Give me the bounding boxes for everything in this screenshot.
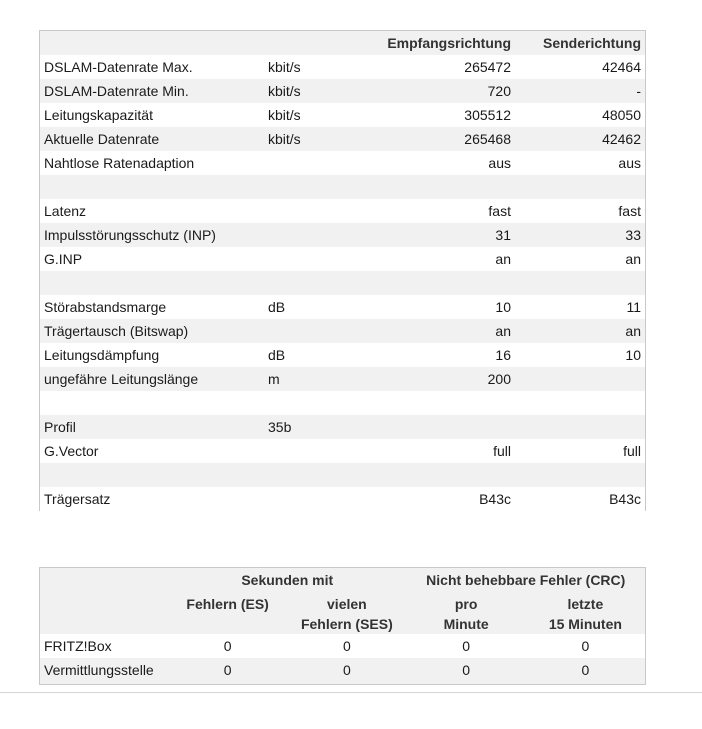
- es-value: 0: [168, 658, 287, 682]
- row-unit: kbit/s: [264, 79, 352, 103]
- table-row: [40, 487, 645, 511]
- row-name: Impulsstörungsschutz (INP): [40, 223, 264, 247]
- error-group-header: [40, 568, 645, 592]
- row-unit: m: [264, 367, 352, 391]
- row-name: Trägersatz: [40, 487, 264, 511]
- row-downstream-value: aus: [352, 151, 515, 175]
- row-upstream-value: 33: [515, 223, 645, 247]
- row-upstream-value: full: [515, 439, 645, 463]
- row-upstream-value: an: [515, 247, 645, 271]
- es-header: [168, 592, 287, 634]
- row-downstream-value: 31: [352, 223, 515, 247]
- row-upstream-value: B43c: [515, 487, 645, 511]
- header-unit: [264, 31, 352, 55]
- row-downstream-value: 265472: [352, 55, 515, 79]
- es-value: 0: [168, 634, 287, 658]
- error-column-header: [40, 592, 645, 634]
- table-row: [40, 367, 645, 391]
- crc-per-minute-line1: pro: [454, 596, 478, 612]
- row-upstream-value: an: [515, 319, 645, 343]
- table-row: [40, 343, 645, 367]
- row-name: DSLAM-Datenrate Max.: [40, 55, 264, 79]
- row-upstream-value: 48050: [515, 103, 645, 127]
- row-upstream-value: [515, 271, 645, 295]
- row-name: [40, 271, 264, 295]
- crc-per-minute-line2: Minute: [443, 616, 489, 632]
- ses-value: 0: [287, 634, 406, 658]
- dsl-table-header: [40, 31, 645, 55]
- table-row: [40, 439, 645, 463]
- table-row: [40, 415, 645, 439]
- row-name: DSLAM-Datenrate Min.: [40, 79, 264, 103]
- crc-last15-value: 0: [526, 634, 645, 658]
- error-row-label: FRITZ!Box: [40, 634, 168, 658]
- ses-header-line1: vielen: [327, 596, 367, 612]
- row-name: Leitungsdämpfung: [40, 343, 264, 367]
- crc-last15-header: [526, 592, 645, 634]
- row-downstream-value: 16: [352, 343, 515, 367]
- row-name: Profil: [40, 415, 264, 439]
- crc-per-minute-value: 0: [407, 634, 526, 658]
- crc-last15-line2: 15 Minuten: [548, 616, 622, 632]
- row-name: Störabstandsmarge: [40, 295, 264, 319]
- row-downstream-value: an: [352, 319, 515, 343]
- row-name: Leitungskapazität: [40, 103, 264, 127]
- row-downstream-value: 720: [352, 79, 515, 103]
- ses-value: 0: [287, 658, 406, 682]
- crc-group-header: Nicht behebbare Fehler (CRC): [407, 568, 646, 592]
- row-unit: [264, 175, 352, 199]
- error-statistics-table: [39, 567, 646, 685]
- table-row: [40, 658, 645, 682]
- row-upstream-value: 42464: [515, 55, 645, 79]
- row-downstream-value: 265468: [352, 127, 515, 151]
- ses-header-line2: Fehlern (SES): [300, 616, 393, 632]
- row-name: [40, 391, 264, 415]
- row-downstream-value: 200: [352, 367, 515, 391]
- row-downstream-value: an: [352, 247, 515, 271]
- row-upstream-value: [515, 463, 645, 487]
- table-row: [40, 151, 645, 175]
- row-upstream-value: [515, 367, 645, 391]
- row-upstream-value: [515, 175, 645, 199]
- row-name: [40, 175, 264, 199]
- row-downstream-value: full: [352, 439, 515, 463]
- row-upstream-value: 42462: [515, 127, 645, 151]
- crc-per-minute-value: 0: [407, 658, 526, 682]
- table-row: [40, 463, 645, 487]
- row-unit: [264, 271, 352, 295]
- row-name: Aktuelle Datenrate: [40, 127, 264, 151]
- row-upstream-value: -: [515, 79, 645, 103]
- row-unit: dB: [264, 295, 352, 319]
- row-name: [40, 463, 264, 487]
- table-row: [40, 247, 645, 271]
- error-header-empty: [40, 568, 168, 592]
- error-subheader-empty: [40, 592, 168, 634]
- row-unit: [264, 391, 352, 415]
- row-upstream-value: aus: [515, 151, 645, 175]
- table-row: [40, 199, 645, 223]
- table-row: [40, 319, 645, 343]
- row-unit: [264, 487, 352, 511]
- ses-header: [287, 592, 406, 634]
- bottom-divider: [0, 692, 702, 693]
- row-unit: kbit/s: [264, 103, 352, 127]
- row-unit: [264, 439, 352, 463]
- row-unit: [264, 247, 352, 271]
- row-name: ungefähre Leitungslänge: [40, 367, 264, 391]
- table-row: [40, 55, 645, 79]
- row-downstream-value: 10: [352, 295, 515, 319]
- row-name: Latenz: [40, 199, 264, 223]
- row-name: G.Vector: [40, 439, 264, 463]
- header-name: [40, 31, 264, 55]
- table-row: [40, 223, 645, 247]
- crc-per-minute-header: [407, 592, 526, 634]
- table-row: [40, 271, 645, 295]
- header-upstream: Senderichtung: [515, 31, 645, 55]
- table-row: [40, 103, 645, 127]
- row-downstream-value: [352, 175, 515, 199]
- error-row-label: Vermittlungsstelle: [40, 658, 168, 682]
- row-unit: [264, 223, 352, 247]
- row-unit: kbit/s: [264, 127, 352, 151]
- row-downstream-value: 305512: [352, 103, 515, 127]
- table-row: [40, 634, 645, 658]
- seconds-with-group-header: Sekunden mit: [168, 568, 407, 592]
- row-name: Trägertausch (Bitswap): [40, 319, 264, 343]
- row-unit: kbit/s: [264, 55, 352, 79]
- row-name: Nahtlose Ratenadaption: [40, 151, 264, 175]
- row-upstream-value: [515, 415, 645, 439]
- row-upstream-value: 11: [515, 295, 645, 319]
- row-unit: [264, 463, 352, 487]
- row-upstream-value: [515, 391, 645, 415]
- row-unit: dB: [264, 343, 352, 367]
- row-downstream-value: fast: [352, 199, 515, 223]
- table-row: [40, 175, 645, 199]
- row-unit: [264, 151, 352, 175]
- row-downstream-value: B43c: [352, 487, 515, 511]
- row-downstream-value: [352, 271, 515, 295]
- row-upstream-value: 10: [515, 343, 645, 367]
- table-row: [40, 79, 645, 103]
- row-upstream-value: fast: [515, 199, 645, 223]
- row-downstream-value: [352, 463, 515, 487]
- dsl-line-info-table: [39, 30, 646, 511]
- row-unit: [264, 199, 352, 223]
- row-downstream-value: [352, 391, 515, 415]
- table-row: [40, 127, 645, 151]
- row-name: G.INP: [40, 247, 264, 271]
- header-downstream: Empfangsrichtung: [352, 31, 515, 55]
- crc-last15-line1: letzte: [567, 596, 604, 612]
- crc-last15-value: 0: [526, 658, 645, 682]
- row-downstream-value: [352, 415, 515, 439]
- table-row: [40, 391, 645, 415]
- row-unit: 35b: [264, 415, 352, 439]
- table-row: [40, 295, 645, 319]
- row-unit: [264, 319, 352, 343]
- es-header-label: Fehlern (ES): [186, 596, 269, 612]
